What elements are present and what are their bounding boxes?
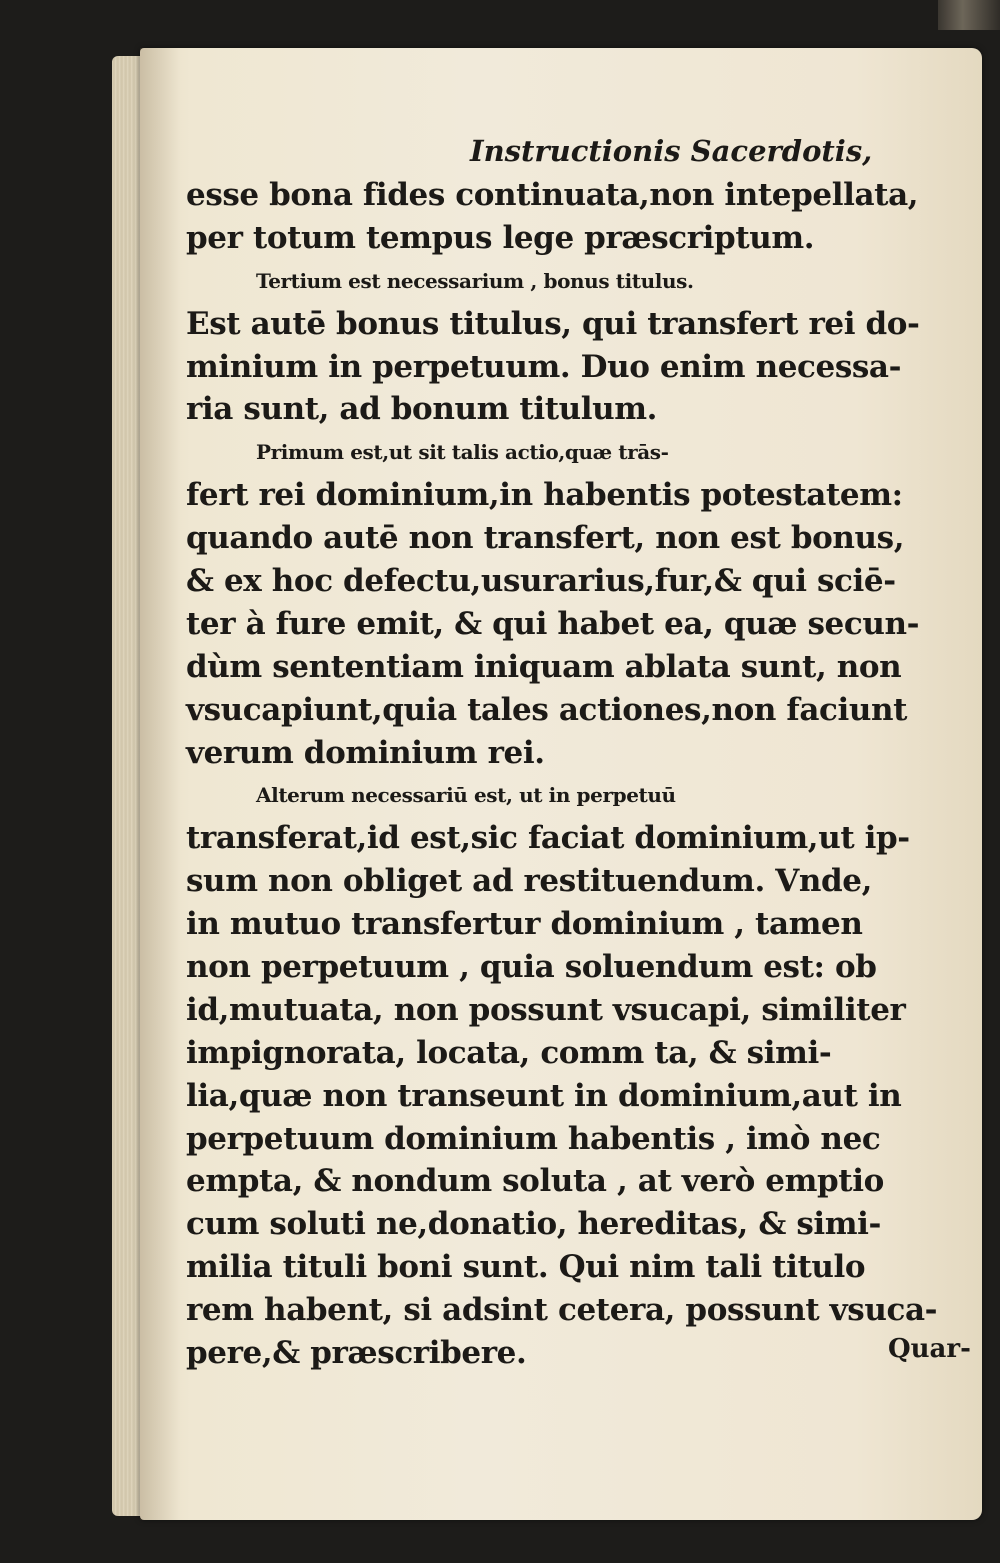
- text-line: ter à fure emit, & qui habet ea, quæ secun-: [186, 605, 920, 642]
- text-lines: [186, 174, 966, 1375]
- text-line: sum non obliget ad restituendum. Vnde,: [186, 863, 873, 900]
- running-head: Instructionis Sacerdotis,: [470, 134, 873, 168]
- text-line: esse bona fides continuata,non intepellata,: [186, 177, 919, 213]
- text-line: milia tituli boni sunt. Qui nim tali titulo: [186, 1249, 866, 1286]
- text-line: dùm sententiam iniquam ablata sunt, non: [186, 648, 902, 685]
- text-line: perpetuum dominium habentis , imò nec: [186, 1120, 881, 1157]
- text-line: rem habent, si adsint cetera, possunt vsuca-: [186, 1292, 938, 1329]
- text-line: impignorata, locata, comm ta, & simi-: [186, 1034, 832, 1071]
- text-line: quando autē non transfert, non est bonus,: [186, 520, 905, 557]
- page-text: [186, 128, 966, 1375]
- text-line: id,mutuata, non possunt vsucapi, similiter: [186, 991, 906, 1028]
- text-line: per totum tempus lege præscriptum.: [186, 219, 815, 256]
- text-line: non perpetuum , quia soluendum est: ob: [186, 949, 877, 986]
- text-line: fert rei dominium,in habentis potestatem:: [186, 477, 903, 514]
- text-line: verum dominium rei.: [186, 734, 545, 771]
- text-line: cum soluti ne,donatio, hereditas, & simi-: [186, 1206, 881, 1243]
- text-line: Est autē bonus titulus, qui transfert rei do-: [186, 305, 920, 342]
- text-line: Tertium est necessarium , bonus titulus.: [256, 268, 694, 293]
- text-line: transferat,id est,sic faciat dominium,ut ip-: [186, 820, 910, 857]
- text-line: Primum est,ut sit talis actio,quæ trās-: [256, 440, 669, 465]
- text-line: in mutuo transfertur dominium , tamen: [186, 906, 863, 943]
- text-line: vsucapiunt,quia tales actiones,non faciunt: [186, 691, 908, 728]
- text-line: lia,quæ non transeunt in dominium,aut in: [186, 1077, 902, 1114]
- text-line: pere,& præscribere.: [186, 1335, 527, 1372]
- catchword: Quar-: [888, 1334, 971, 1364]
- text-line: minium in perpetuum. Duo enim necessa-: [186, 348, 902, 385]
- text-line: ria sunt, ad bonum titulum.: [186, 391, 658, 428]
- text-line: Alterum necessariū est, ut in perpetuū: [256, 783, 676, 808]
- text-line: & ex hoc defectu,usurarius,fur,& qui sciē-: [186, 563, 896, 600]
- book-binding: [938, 0, 1000, 30]
- text-line: empta, & nondum soluta , at verò emptio: [186, 1163, 884, 1200]
